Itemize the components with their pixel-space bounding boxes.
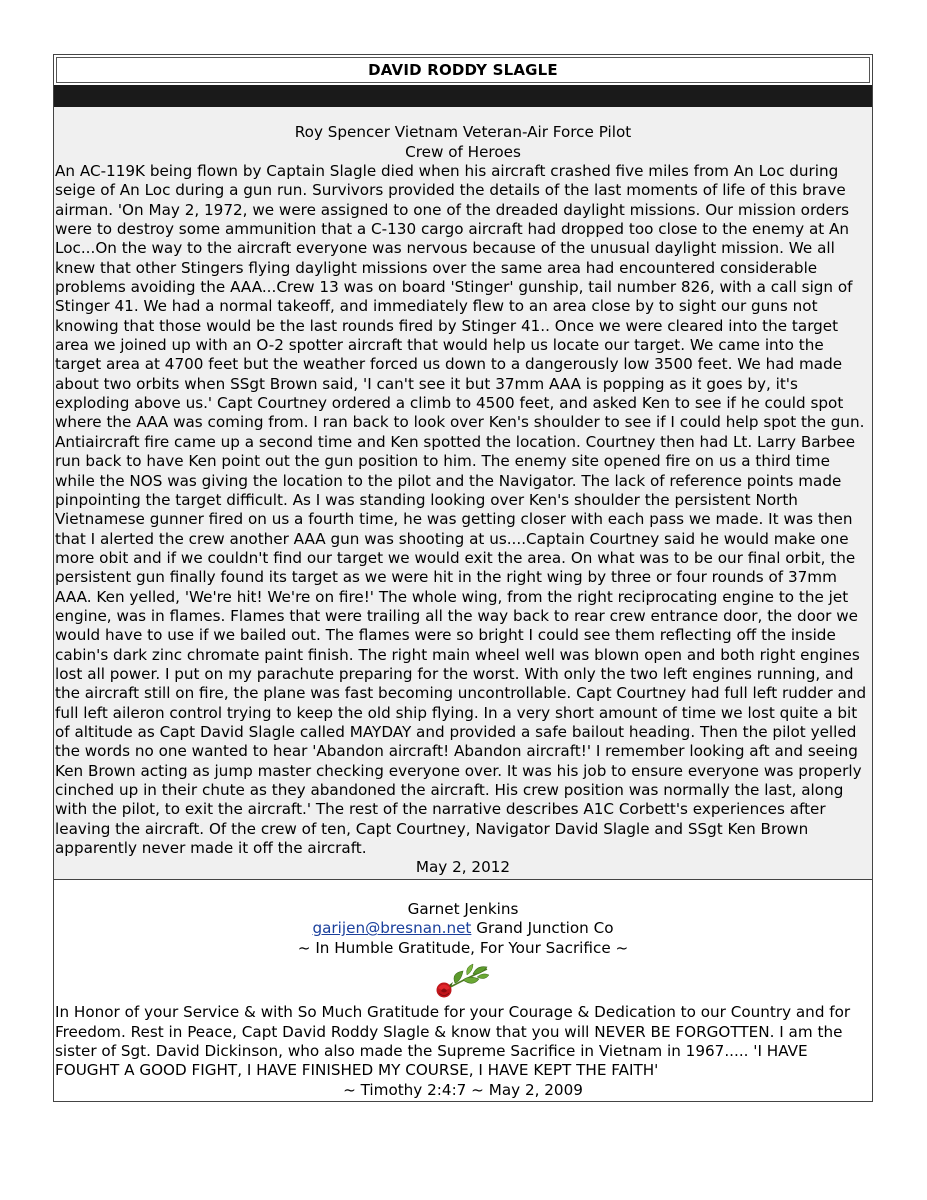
page-title bbox=[56, 57, 870, 83]
tribute-location: Grand Junction Co bbox=[471, 919, 614, 938]
tribute-message: In Honor of your Service & with So Much Gratitude for your Courage & Dedication to our Country and for Freedom. Rest in Peace, Capt David Roddy Slagle & know that you will NEVER BE FORGOTTEN. I am the sister of Sgt. David Dickinson, who also made the Supreme Sacrifice in Vietnam in 1967..... 'I HAVE FOUGHT A GOOD FIGHT, I HAVE FINISHED MY COURSE, I HAVE KEPT THE FAITH' bbox=[55, 1003, 851, 1080]
header-divider-band bbox=[54, 85, 872, 107]
title-text: DAVID RODDY SLAGLE bbox=[368, 61, 558, 79]
tribute-author: Garnet Jenkins bbox=[407, 899, 519, 918]
rose-image-wrap bbox=[54, 958, 872, 1003]
memorial-page bbox=[53, 54, 873, 1102]
remembrance-entry bbox=[54, 107, 872, 880]
entry-date: May 2, 2012 bbox=[415, 858, 511, 877]
tribute-entry bbox=[54, 880, 872, 1101]
entry-narrative: An AC-119K being flown by Captain Slagle died when his aircraft crashed five miles from An Loc during seige of An Loc during a gun run. Survivors provided the details of the last moments of life of this brave airman. 'On May 2, 1972, we were assigned to one of the dreaded daylight missions. Our mission orders were to destroy some ammunition that a C-130 cargo aircraft had dropped too close to the enemy at An Loc...On the way to the aircraft everyone was nervous because of the unusual daylight mission. We all knew that other Stingers flying daylight missions over the same area had encountered considerable problems avoiding the AAA...Crew 13 was on board 'Stinger' gunship, tail number 826, with a call sign of Stinger 41. We had a normal takeoff, and immediately flew to an area close by to sight our guns not knowing that those would be the last rounds fired by Stinger 41.. Once we were cleared into the target area we joined up with an O-2 spotter aircraft that would help us locate our target. We came into the target area at 4700 feet but the weather forced us down to a dangerously low 3500 feet. We had made about two orbits when SSgt Brown said, 'I can't see it but 37mm AAA is popping as it goes by, it's exploding above us.' Capt Courtney ordered a climb to 4500 feet, and asked Ken to see if he could spot where the AAA was coming from. I ran back to look over Ken's shoulder to see if I could help spot the gun. Antiaircraft fire came up a second time and Ken spotted the location. Courtney then had Lt. Larry Barbee run back to have Ken point out the gun position to him. The enemy site opened fire on us a third time while the NOS was giving the location to the pilot and the Navigator. The lack of reference points made pinpointing the target difficult. As I was standing looking over Ken's shoulder the persistent North Vietnamese gunner fired on us a fourth time, he was getting closer with each pass we made. It was then that I alerted the crew another AAA gun was shooting at us....Captain Courtney said he would make one more obit and if we couldn't find our target we would exit the area. On what was to be our final orbit, the persistent gun finally found its target as we were hit in the right wing by three or four rounds of 37mm AAA. Ken yelled, 'We're hit! We're on fire!' The whole wing, from the right reciprocating engine to the jet engine, was in flames. Flames that were trailing all the way back to rear crew entrance door, the door we would have to use if we bailed out. The flames were so bright I could see them reflecting off the inside cabin's dark zinc chromate paint finish. The right main wheel well was blown open and both right engines lost all power. I put on my parachute preparing for the worst. With only the two left engines running, and the aircraft still on fire, the plane was fast becoming uncontrollable. Capt Courtney had full left rudder and full left aileron control trying to keep the old ship flying. In a very short amount of time we lost quite a bit of altitude as Capt David Slagle called MAYDAY and provided a safe bailout heading. Then the pilot yelled the words no one wanted to hear 'Abandon aircraft! Abandon aircraft!' I remember looking aft and seeing Ken Brown acting as jump master checking everyone over. It was his job to ensure everyone was properly cinched up in their chute as they abandoned the aircraft. His crew position was normally the last, along with the pilot, to exit the aircraft.' The rest of the narrative describes A1C Corbett's experiences after leaving the aircraft. Of the crew of ten, Capt Courtney, Navigator David Slagle and SSgt Ken Brown apparently never made it off the aircraft. bbox=[55, 162, 867, 858]
tribute-dedication: ~ In Humble Gratitude, For Your Sacrifice ~ bbox=[297, 938, 629, 957]
entry-subtitle: Crew of Heroes bbox=[405, 142, 521, 161]
tribute-contact bbox=[54, 919, 872, 939]
entry-author: Roy Spencer Vietnam Veteran-Air Force Pilot bbox=[294, 123, 632, 141]
red-rose-icon bbox=[433, 961, 493, 999]
email-link[interactable]: garijen@bresnan.net bbox=[312, 919, 472, 938]
tribute-closing: ~ Timothy 2:4:7 ~ May 2, 2009 bbox=[343, 1080, 583, 1099]
